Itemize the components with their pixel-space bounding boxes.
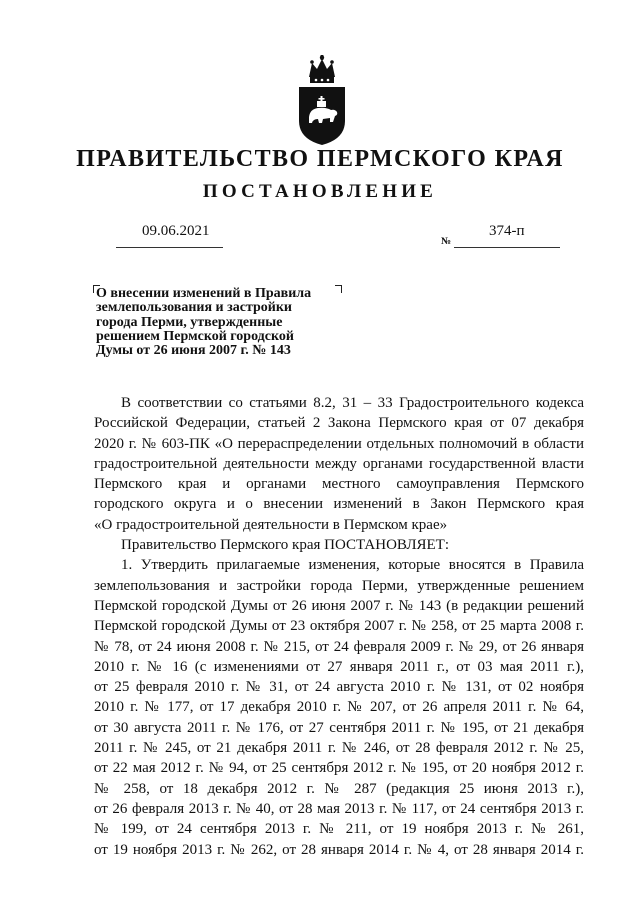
body-line: 2010 г. № 177, от 17 декабря 2010 г. № 207, от 26 апреля 2011 г. № 64, xyxy=(94,699,584,716)
coat-of-arms-emblem xyxy=(296,55,348,147)
body-line: № 258, от 18 декабря 2012 г. № 287 (редакция 25 июня 2013 г.), xyxy=(94,780,584,797)
subject-block xyxy=(96,287,356,358)
subject-line: города Перми, утвержденные xyxy=(96,314,283,330)
number-label: № xyxy=(441,236,452,247)
body-line: № 199, от 24 сентября 2013 г. № 211, от 19 ноября 2013 г. № 261, xyxy=(94,821,584,838)
date-underline xyxy=(116,247,223,248)
body-line: Российской Федерации, статьей 2 Закона Пермского края от 07 декабря xyxy=(94,415,584,432)
body-line: от 30 августа 2011 г. № 176, от 27 сентября 2011 г. № 195, от 21 декабря xyxy=(94,719,584,736)
body-line: городского округа и о внесении изменений в Закон Пермского края xyxy=(94,496,584,513)
subject-line: О внесении изменений в Правила xyxy=(96,286,312,301)
organization-title: ПРАВИТЕЛЬСТВО ПЕРМСКОГО КРАЯ xyxy=(76,146,564,172)
body-line: Правительство Пермского края ПОСТАНОВЛЯЕТ: xyxy=(121,537,450,554)
body-line: 2011 г. № 245, от 21 декабря 2011 г. № 246, от 28 февраля 2012 г. № 25, xyxy=(94,740,584,757)
body-line: от 22 мая 2012 г. № 94, от 25 сентября 2012 г. № 195, от 20 ноября 2012 г. xyxy=(94,760,584,777)
body-line: 2010 г. № 16 (с изменениями от 27 января 2011 г., от 03 мая 2011 г.), xyxy=(94,658,584,675)
body-line: от 19 ноября 2013 г. № 262, от 28 января 2014 г. № 4, от 28 января 2014 г. xyxy=(94,841,584,858)
subject-line: землепользования и застройки xyxy=(96,300,292,316)
document-type-title: ПОСТАНОВЛЕНИЕ xyxy=(202,181,438,202)
body-line: В соответствии со статьями 8.2, 31 – 33 Градостроительного кодекса xyxy=(121,395,584,411)
body-line: «О градостроительной деятельности в Пермском крае» xyxy=(94,516,448,533)
body-line: Пермской городской Думы от 23 октября 2007 г. № 258, от 25 марта 2008 г. xyxy=(94,618,584,635)
body-line: Пермской городской Думы от 26 июня 2007 г. № 143 (в редакции решений xyxy=(94,597,584,614)
body-line: землепользования и застройки города Перми, утвержденные решением xyxy=(94,577,584,594)
body-text xyxy=(94,393,584,860)
body-line: от 25 февраля 2010 г. № 31, от 24 августа 2010 г. № 131, от 02 ноября xyxy=(94,679,584,696)
document-number: 374-п xyxy=(489,223,525,239)
body-line: № 78, от 24 июня 2008 г. № 215, от 24 февраля 2009 г. № 29, от 26 января xyxy=(94,638,584,655)
document-date: 09.06.2021 xyxy=(142,223,210,239)
body-line: от 26 февраля 2013 г. № 40, от 28 мая 2013 г. № 117, от 24 сентября 2013 г. xyxy=(94,800,584,817)
body-line: градостроительной деятельности между органами государственной власти xyxy=(94,455,584,472)
subject-line: решением Пермской городской xyxy=(96,328,294,344)
body-line: 2020 г. № 603-ПК «О перераспределении отдельных полномочий в области xyxy=(94,435,584,452)
subject-line: Думы от 26 июня 2007 г. № 143 xyxy=(96,343,291,359)
body-line: Пермского края и органами местного самоуправления Пермского xyxy=(94,476,584,493)
body-line: 1. Утвердить прилагаемые изменения, которые вносятся в Правила xyxy=(121,557,584,574)
number-underline xyxy=(454,247,560,248)
